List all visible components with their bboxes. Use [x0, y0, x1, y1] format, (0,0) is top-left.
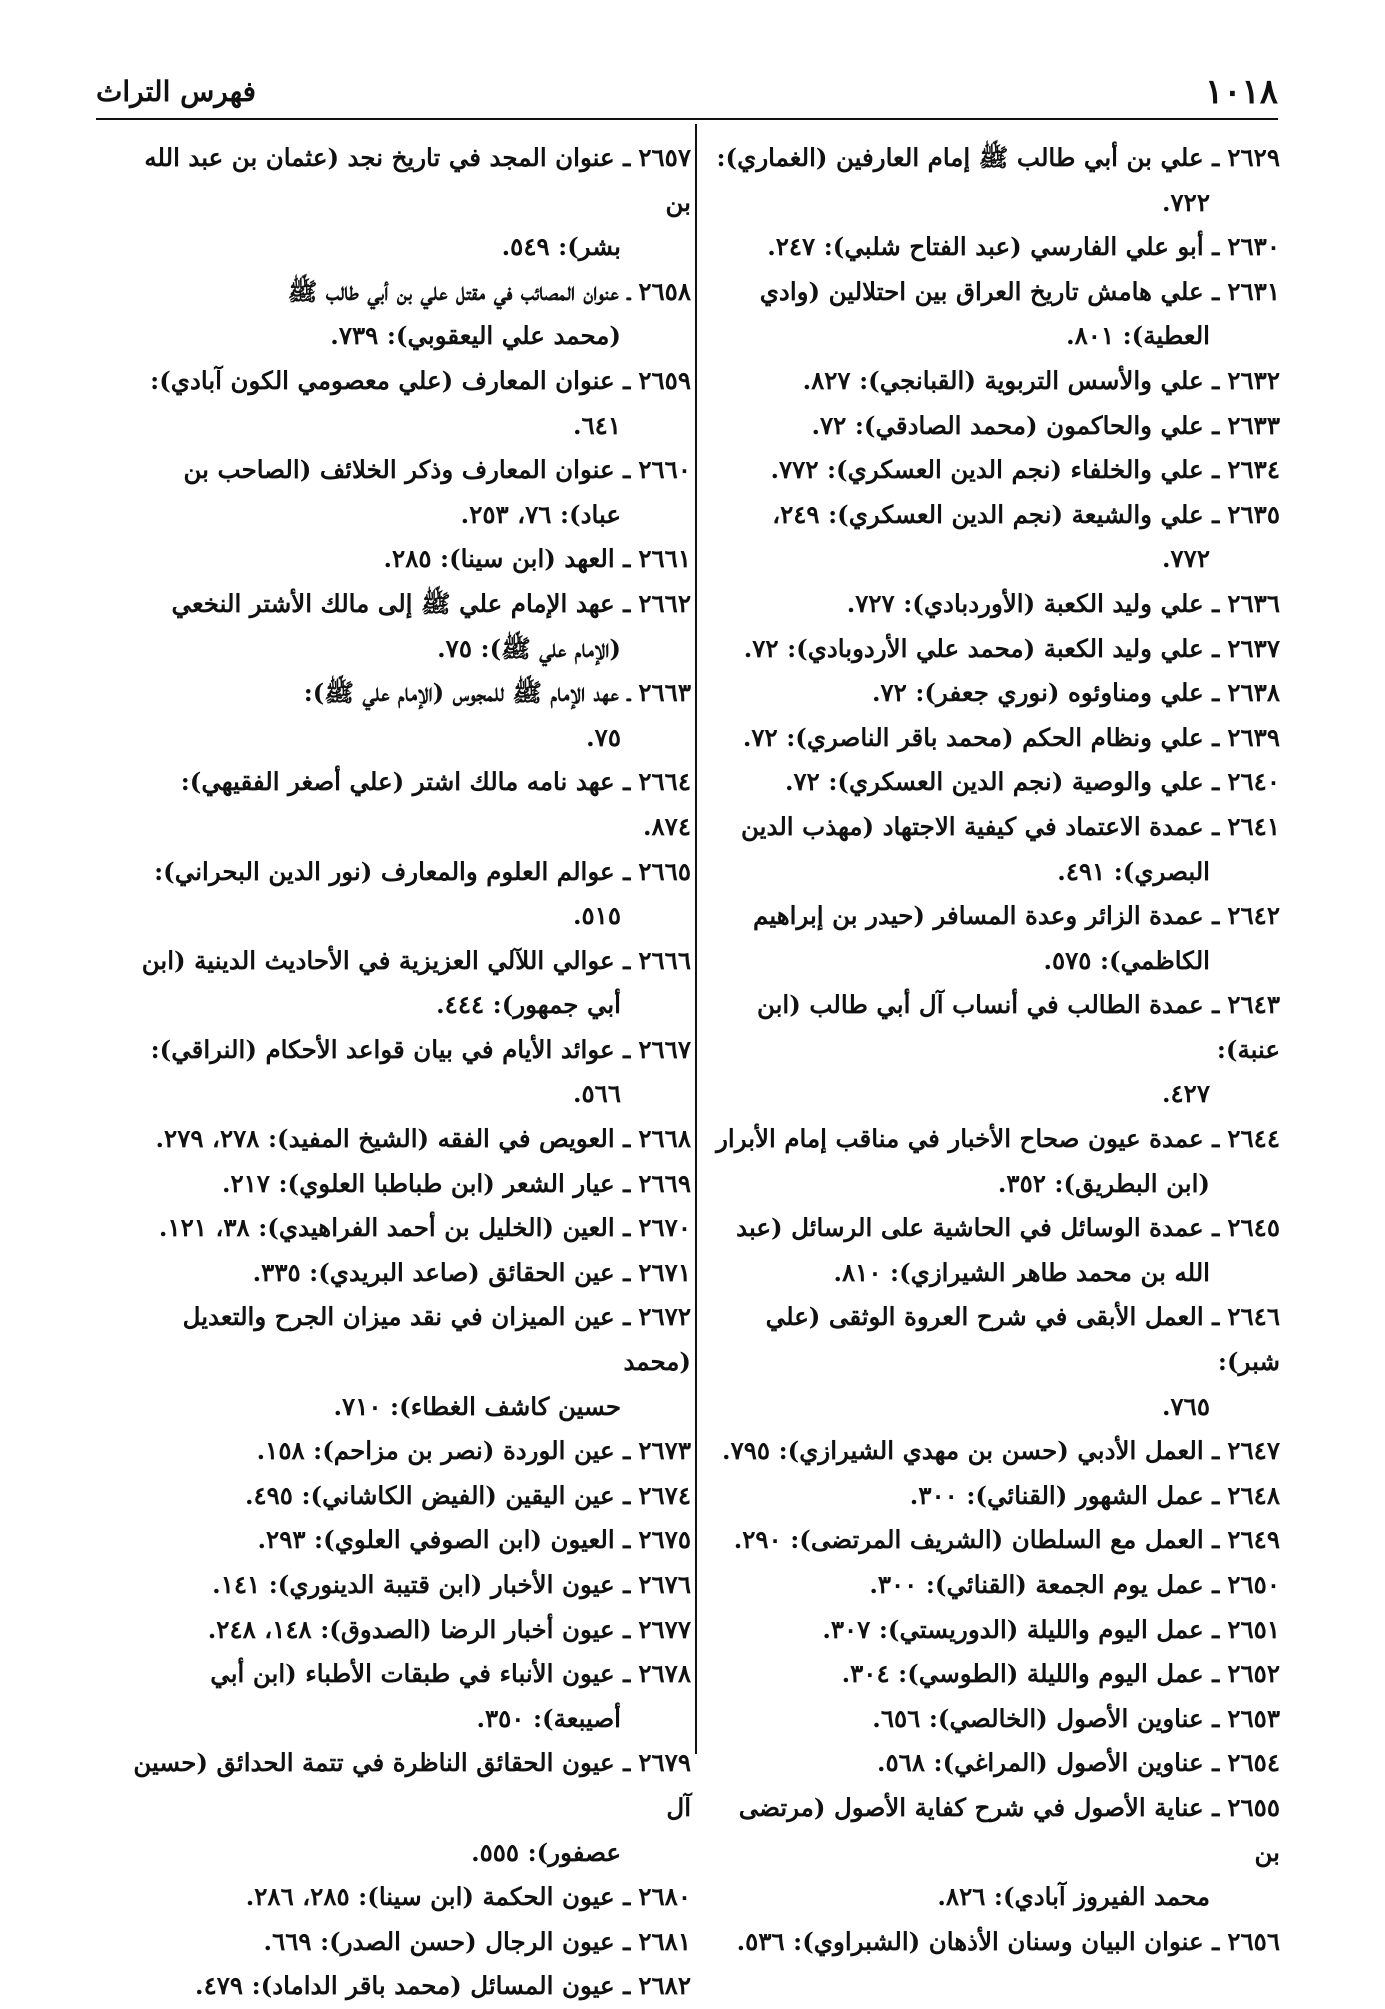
- index-entry: [714, 1429, 1280, 1474]
- entry-title: عيون أخبار الرضا (الصدوق): ١٤٨، ٢٤٨.: [207, 1614, 615, 1644]
- entry-first-line: [125, 1251, 691, 1296]
- index-entry: [714, 1474, 1280, 1519]
- entry-title: عمدة الاعتماد في كيفية الاجتهاد (مهذب الدين: [741, 811, 1204, 841]
- index-entry: [125, 270, 691, 359]
- entry-first-line: [125, 1474, 691, 1519]
- entry-separator: ـ: [614, 1257, 631, 1287]
- entry-number: ٢٦٣٥: [1227, 499, 1280, 529]
- entry-number: ٢٦٥٨: [638, 276, 691, 306]
- entry-first-line: [125, 359, 691, 404]
- index-entry: [714, 760, 1280, 805]
- index-entry: [714, 1920, 1280, 1965]
- index-entry: [125, 760, 691, 849]
- entry-number: ٢٦٦٧: [638, 1034, 691, 1064]
- entry-continuation: ٦٤١.: [572, 410, 621, 440]
- entry-first-line: [714, 716, 1280, 761]
- entry-number: ٢٦٣٢: [1227, 365, 1280, 395]
- entry-continuation: ٧٧٢.: [1161, 544, 1210, 574]
- index-entry: [714, 805, 1280, 894]
- index-entry: [125, 1875, 691, 1920]
- entry-title: علي بن أبي طالب ﷺ إمام العارفين (الغماري):: [716, 143, 1204, 172]
- entry-separator: ـ: [614, 1614, 631, 1644]
- entry-continuation: حسين كاشف الغطاء): ٧١٠.: [333, 1391, 621, 1421]
- entry-title: عمدة الوسائل في الحاشية على الرسائل (عبد: [736, 1213, 1204, 1243]
- entry-number: ٢٦٥٩: [638, 365, 691, 395]
- index-entry: [714, 1563, 1280, 1608]
- entry-separator: ـ: [1203, 1525, 1220, 1555]
- entry-title: عيون الأخبار (ابن قتيبة الدينوري): ١٤١.: [212, 1570, 615, 1599]
- entry-first-line: [125, 270, 691, 315]
- entry-number: ٢٦٥٧: [638, 143, 691, 172]
- entry-first-line: [125, 1652, 691, 1697]
- entry-separator: ـ: [1203, 1480, 1220, 1510]
- entry-number: ٢٦٧٥: [638, 1525, 691, 1555]
- index-entry: [125, 1518, 691, 1563]
- entry-separator: ـ: [1203, 1436, 1220, 1466]
- entry-title: علي والشيعة (نجم الدين العسكري): ٢٤٩،: [772, 499, 1204, 529]
- entry-first-line: [714, 1920, 1280, 1965]
- index-entry: [714, 716, 1280, 761]
- entry-number: ٢٦٦٨: [638, 1124, 691, 1154]
- entry-number: ٢٦٣٦: [1227, 588, 1280, 618]
- entry-separator: ـ: [1203, 767, 1220, 797]
- index-entry: [125, 1474, 691, 1519]
- entry-first-line: [125, 1206, 691, 1251]
- entry-first-line: [125, 850, 691, 895]
- entry-separator: ـ: [614, 1659, 631, 1689]
- entry-title: عين الحقائق (صاعد البريدي): ٣٣٥.: [252, 1257, 615, 1287]
- index-entry: [714, 1295, 1280, 1429]
- entry-title: عيون الحكمة (ابن سينا): ٢٨٥، ٢٨٦.: [245, 1882, 615, 1912]
- index-entry: [714, 493, 1280, 582]
- entry-separator: ـ: [614, 1302, 631, 1332]
- entry-separator: ـ: [614, 1926, 631, 1956]
- entry-title: عنوان المعارف (علي معصومي الكون آبادي):: [150, 365, 615, 395]
- entry-first-line: [125, 448, 691, 493]
- entry-separator: ـ: [1203, 1570, 1220, 1599]
- entry-first-line: [714, 894, 1280, 939]
- entry-separator: ـ: [614, 1436, 631, 1466]
- entry-continuation: العطية): ٨٠١.: [1066, 321, 1210, 351]
- entry-title: عهد نامه مالك اشتر (علي أصغر الفقيهي): ٨٧٤.: [180, 767, 691, 841]
- entry-separator: ـ: [1203, 1792, 1220, 1822]
- entry-number: ٢٦٥٦: [1227, 1926, 1280, 1956]
- entry-separator: ـ: [614, 1124, 631, 1154]
- entry-first-line: [714, 1563, 1280, 1608]
- index-entry: [714, 225, 1280, 270]
- entry-separator: ـ: [614, 588, 631, 618]
- entry-title: علي والأسس التربوية (القبانجي): ٨٢٧.: [802, 365, 1204, 395]
- index-entry: [125, 1295, 691, 1429]
- entry-first-line: [714, 404, 1280, 449]
- entry-title: عوائد الأيام في بيان قواعد الأحكام (النراقي):: [150, 1034, 615, 1064]
- entry-number: ٢٦٥٥: [1227, 1792, 1280, 1822]
- entry-number: ٢٦٥٠: [1227, 1570, 1280, 1599]
- entry-separator: ـ: [1203, 276, 1220, 306]
- entry-title: عوالم العلوم والمعارف (نور الدين البحراني):: [154, 856, 615, 886]
- entry-title: علي ومناوئوه (نوري جعفر): ٧٢.: [871, 678, 1204, 708]
- entry-number: ٢٦٧٩: [638, 1748, 691, 1778]
- entry-separator: ـ: [1203, 455, 1220, 485]
- entry-separator: ـ: [614, 1882, 631, 1912]
- entry-continuation: عباد): ٧٦، ٢٥٣.: [460, 499, 621, 529]
- entry-number: ٢٦٦٠: [638, 455, 691, 485]
- entry-separator: ـ: [1203, 410, 1220, 440]
- entry-number: ٢٦٣١: [1227, 276, 1280, 306]
- entry-first-line: [125, 1964, 691, 2009]
- index-entry: [125, 582, 691, 671]
- entry-separator: ـ: [614, 1971, 631, 2001]
- entry-number: ٢٦٧٤: [638, 1480, 691, 1510]
- index-entry: [714, 627, 1280, 672]
- entry-first-line: [714, 805, 1280, 850]
- entry-title: أبو علي الفارسي (عبد الفتاح شلبي): ٢٤٧.: [767, 232, 1204, 262]
- entry-continuation: بشر): ٥٤٩.: [501, 232, 621, 262]
- entry-number: ٢٦٨٠: [638, 1882, 691, 1912]
- entry-separator: ـ: [1203, 1213, 1220, 1243]
- entry-title: عناوين الأصول (الخالصي): ٦٥٦.: [872, 1703, 1204, 1733]
- entry-continuation: ٤٢٧.: [1161, 1079, 1210, 1109]
- entry-separator: ـ: [1203, 901, 1220, 931]
- index-entry: [125, 1964, 691, 2009]
- entry-title: عناوين الأصول (المراغي): ٥٦٨.: [876, 1748, 1204, 1778]
- entry-separator: ـ: [1203, 678, 1220, 708]
- entry-number: ٢٦٧٧: [638, 1614, 691, 1644]
- entry-separator: ـ: [614, 544, 631, 574]
- entry-separator: ـ: [1203, 633, 1220, 663]
- entry-title: عمل يوم الجمعة (القنائي): ٣٠٠.: [869, 1570, 1204, 1599]
- entry-separator: ـ: [1203, 1302, 1220, 1332]
- index-entry: [125, 1920, 691, 1965]
- entry-number: ٢٦٧٠: [638, 1213, 691, 1243]
- entry-first-line: [714, 136, 1280, 181]
- entry-first-line: [714, 627, 1280, 672]
- entry-separator: ـ: [1203, 990, 1220, 1020]
- entry-continuation: ٧٦٥.: [1161, 1391, 1210, 1421]
- entry-first-line: [125, 1920, 691, 1965]
- entry-first-line: [125, 1518, 691, 1563]
- entry-title: علي ونظام الحكم (محمد باقر الناصري): ٧٢.: [742, 722, 1204, 752]
- entry-separator: ـ: [1203, 811, 1220, 841]
- entry-first-line: [125, 939, 691, 984]
- entry-number: ٢٦٣٩: [1227, 722, 1280, 752]
- index-entry: [125, 136, 691, 270]
- entry-number: ٢٦٤٧: [1227, 1436, 1280, 1466]
- entry-separator: ـ: [614, 455, 631, 485]
- entry-title: علي وليد الكعبة (الأوردبادي): ٧٢٧.: [846, 588, 1204, 618]
- entry-first-line: [714, 448, 1280, 493]
- entry-continuation: محمد الفيروز آبادي): ٨٢٦.: [937, 1882, 1210, 1912]
- index-entry: [714, 671, 1280, 716]
- entry-number: ٢٦٥٣: [1227, 1703, 1280, 1733]
- entry-number: ٢٦٤٣: [1227, 990, 1280, 1020]
- entry-number: ٢٦٨١: [638, 1926, 691, 1956]
- entry-title: علي والخلفاء (نجم الدين العسكري): ٧٧٢.: [770, 455, 1204, 485]
- index-entry: [714, 894, 1280, 983]
- entry-continuation: عصفور): ٥٥٥.: [471, 1837, 621, 1867]
- entry-title: عمدة الزائر وعدة المسافر (حيدر بن إبراهيم: [753, 901, 1204, 931]
- entry-title: عمل اليوم والليلة (الدوريستي): ٣٠٧.: [822, 1614, 1204, 1644]
- index-entry: [714, 1206, 1280, 1295]
- entry-first-line: [714, 983, 1280, 1072]
- entry-title: عنوان المعارف وذكر الخلائف (الصاحب بن: [183, 455, 615, 485]
- entry-number: ٢٦٣٧: [1227, 633, 1280, 663]
- entry-separator: ـ: [614, 1213, 631, 1243]
- index-entry: [125, 1429, 691, 1474]
- entry-number: ٢٦٦٩: [638, 1168, 691, 1198]
- entry-first-line: [714, 1518, 1280, 1563]
- index-entry: [125, 359, 691, 448]
- entry-separator: ـ: [1203, 588, 1220, 618]
- entry-title: علي والحاكمون (محمد الصادقي): ٧٢.: [811, 410, 1204, 440]
- entry-first-line: [125, 760, 691, 849]
- entry-title: عنوان المجد في تاريخ نجد (عثمان بن عبد الله بن: [144, 143, 691, 217]
- entry-title: العمل مع السلطان (الشريف المرتضى): ٢٩٠.: [733, 1525, 1204, 1555]
- index-entry: [125, 1206, 691, 1251]
- entry-number: ٢٦٤٤: [1227, 1124, 1280, 1154]
- entry-number: ٢٦٣٤: [1227, 455, 1280, 485]
- index-column-left: [125, 136, 691, 2009]
- entry-separator: ـ: [614, 1480, 631, 1510]
- entry-title: عمدة الطالب في أنساب آل أبي طالب (ابن عنبة):: [756, 990, 1280, 1064]
- entry-separator: ـ: [1203, 143, 1220, 172]
- entry-separator: ـ: [1203, 1748, 1220, 1778]
- index-entry: [714, 359, 1280, 404]
- entry-first-line: [714, 225, 1280, 270]
- entry-first-line: [125, 1741, 691, 1830]
- entry-number: ٢٦٣٨: [1227, 678, 1280, 708]
- entry-title: علي والوصية (نجم الدين العسكري): ٧٢.: [784, 767, 1204, 797]
- entry-number: ٢٦٢٩: [1227, 143, 1280, 172]
- entry-separator: ـ: [1203, 1659, 1220, 1689]
- entry-number: ٢٦٤٦: [1227, 1302, 1280, 1332]
- entry-first-line: [714, 1206, 1280, 1251]
- entry-number: ٢٦٣٠: [1227, 232, 1280, 262]
- entry-continuation: ٥٦٦.: [572, 1079, 621, 1109]
- entry-first-line: [714, 582, 1280, 627]
- entry-title: علي هامش تاريخ العراق بين احتلالين (وادي: [759, 276, 1204, 306]
- entry-continuation: (محمد علي اليعقوبي): ٧٣٩.: [330, 321, 621, 351]
- index-entry: [714, 1117, 1280, 1206]
- entry-number: ٢٦٦١: [638, 544, 691, 574]
- entry-first-line: [714, 1474, 1280, 1519]
- entry-title: عنوان المصائب في مقتل علي بن أبي طالب ﷺ: [287, 276, 619, 306]
- index-entry: [714, 448, 1280, 493]
- entry-number: ٢٦٤٢: [1227, 901, 1280, 931]
- entry-separator: ـ: [614, 856, 631, 886]
- entry-title: عيون المسائل (محمد باقر الداماد): ٤٧٩.: [195, 1971, 615, 2001]
- entry-continuation: ٥١٥.: [572, 901, 621, 931]
- entry-title: عيون الحقائق الناظرة في تتمة الحدائق (حسين آل: [133, 1748, 691, 1822]
- index-entry: [125, 671, 691, 760]
- entry-first-line: [125, 671, 691, 716]
- index-entry: [125, 537, 691, 582]
- entry-first-line: [125, 1429, 691, 1474]
- entry-title: عهد الإمام ﷺ للمجوس (الإمام علي ﷺ):: [303, 678, 619, 708]
- entry-first-line: [714, 1652, 1280, 1697]
- entry-first-line: [125, 136, 691, 225]
- entry-number: ٢٦٧٨: [638, 1659, 691, 1689]
- entry-separator: ـ: [614, 1570, 631, 1599]
- index-entry: [125, 1162, 691, 1207]
- entry-title: عيون الأنباء في طبقات الأطباء (ابن أبي: [210, 1659, 615, 1689]
- entry-separator: ـ: [614, 1748, 631, 1778]
- entry-title: عمل الشهور (القنائي): ٣٠٠.: [909, 1480, 1204, 1510]
- index-entry: [714, 136, 1280, 225]
- entry-title: عين اليقين (الفيض الكاشاني): ٤٩٥.: [244, 1480, 615, 1510]
- column-divider: [695, 124, 697, 1754]
- index-entry: [125, 1741, 691, 1875]
- entry-continuation: أصيبعة): ٣٥٠.: [476, 1703, 621, 1733]
- entry-first-line: [714, 493, 1280, 538]
- entry-first-line: [125, 1295, 691, 1384]
- entry-first-line: [125, 1162, 691, 1207]
- entry-number: ٢٦٥١: [1227, 1614, 1280, 1644]
- entry-number: ٢٦٦٦: [638, 945, 691, 975]
- entry-first-line: [125, 1028, 691, 1073]
- entry-continuation: (ابن البطريق): ٣٥٢.: [997, 1168, 1210, 1198]
- entry-separator: ـ: [614, 1168, 631, 1198]
- entry-separator: ـ: [614, 945, 631, 975]
- entry-first-line: [714, 760, 1280, 805]
- entry-separator: ـ: [614, 1525, 631, 1555]
- index-entry: [125, 1563, 691, 1608]
- entry-separator: ـ: [1203, 722, 1220, 752]
- entry-title: العهد (ابن سينا): ٢٨٥.: [383, 544, 615, 574]
- entry-title: عين الميزان في نقد ميزان الجرح والتعديل (محمد: [182, 1302, 691, 1377]
- entry-first-line: [125, 1117, 691, 1162]
- index-entry: [125, 1117, 691, 1162]
- entry-first-line: [125, 537, 691, 582]
- index-entry: [714, 270, 1280, 359]
- entry-number: ٢٦٧٢: [638, 1302, 691, 1332]
- entry-separator: ـ: [614, 1034, 631, 1064]
- entry-number: ٢٦٥٤: [1227, 1748, 1280, 1778]
- entry-title: العويص في الفقه (الشيخ المفيد): ٢٧٨، ٢٧٩.: [155, 1124, 615, 1154]
- entry-first-line: [714, 1741, 1280, 1786]
- entry-continuation: ٧٥.: [586, 722, 621, 752]
- entry-title: العيون (ابن الصوفي العلوي): ٢٩٣.: [257, 1525, 615, 1555]
- entry-separator: ـ: [1203, 1703, 1220, 1733]
- entry-first-line: [125, 582, 691, 627]
- index-entry: [714, 582, 1280, 627]
- entry-title: عيار الشعر (ابن طباطبا العلوي): ٢١٧.: [221, 1168, 615, 1198]
- entry-number: ٢٦٦٢: [638, 588, 691, 618]
- entry-title: عهد الإمام علي ﷺ إلى مالك الأشتر النخعي: [171, 588, 615, 618]
- entry-number: ٢٦٨٢: [638, 1971, 691, 2001]
- entry-separator: ـ: [1203, 1614, 1220, 1644]
- index-entry: [125, 1028, 691, 1117]
- index-entry: [714, 1652, 1280, 1697]
- entry-continuation: ٧٢٢.: [1161, 187, 1210, 217]
- index-entry: [125, 1608, 691, 1653]
- entry-number: ٢٦٦٣: [638, 678, 691, 708]
- entry-separator: ـ: [614, 365, 631, 395]
- entry-number: ٢٦٧٣: [638, 1436, 691, 1466]
- entry-title: العمل الأدبي (حسن بن مهدي الشيرازي): ٧٩٥.: [722, 1436, 1204, 1466]
- entry-first-line: [714, 1295, 1280, 1384]
- index-entry: [714, 1786, 1280, 1920]
- entry-separator: ـ: [1203, 1124, 1220, 1154]
- entry-number: ٢٦٤٠: [1227, 767, 1280, 797]
- entry-title: عمدة عيون صحاح الأخبار في مناقب إمام الأبرار: [716, 1124, 1204, 1154]
- entry-number: ٢٦٦٤: [638, 767, 691, 797]
- entry-title: عيون الرجال (حسن الصدر): ٦٦٩.: [263, 1926, 615, 1956]
- entry-title: العين (الخليل بن أحمد الفراهيدي): ٣٨، ١٢١.: [158, 1213, 615, 1243]
- entry-separator: ـ: [618, 276, 631, 306]
- index-entry: [714, 1518, 1280, 1563]
- index-entry: [125, 448, 691, 537]
- entry-title: العمل الأبقى في شرح العروة الوثقى (علي شبر):: [765, 1302, 1280, 1377]
- entry-number: ٢٦٤٩: [1227, 1525, 1280, 1555]
- entry-first-line: [714, 671, 1280, 716]
- entry-continuation: الكاظمي): ٥٧٥.: [1043, 945, 1210, 975]
- entry-first-line: [714, 270, 1280, 315]
- entry-first-line: [714, 1786, 1280, 1875]
- index-entry: [714, 1741, 1280, 1786]
- index-entry: [125, 939, 691, 1028]
- index-entry: [125, 850, 691, 939]
- entry-separator: ـ: [1203, 365, 1220, 395]
- entry-number: ٢٦٧٦: [638, 1570, 691, 1599]
- entry-title: عنوان البيان وسنان الأذهان (الشبراوي): ٥٣٦.: [736, 1926, 1204, 1956]
- index-entry: [714, 404, 1280, 449]
- entry-number: ٢٦٧١: [638, 1257, 691, 1287]
- index-entry: [714, 1697, 1280, 1742]
- entry-separator: ـ: [1203, 499, 1220, 529]
- entry-first-line: [125, 1875, 691, 1920]
- index-entry: [714, 1608, 1280, 1653]
- entry-continuation: الله بن محمد طاهر الشيرازي): ٨١٠.: [833, 1257, 1210, 1287]
- entry-title: عين الوردة (نصر بن مزاحم): ١٥٨.: [256, 1436, 615, 1466]
- entry-first-line: [714, 1608, 1280, 1653]
- entry-first-line: [125, 1608, 691, 1653]
- entry-first-line: [125, 1563, 691, 1608]
- entry-first-line: [714, 1429, 1280, 1474]
- entry-number: ٢٦٣٣: [1227, 410, 1280, 440]
- entry-separator: ـ: [1203, 1926, 1220, 1956]
- entry-continuation: (الإمام علي ﷺ): ٧٥.: [437, 633, 621, 663]
- entry-separator: ـ: [614, 143, 631, 172]
- entry-title: عمل اليوم والليلة (الطوسي): ٣٠٤.: [841, 1659, 1204, 1689]
- entry-number: ٢٦٤٥: [1227, 1213, 1280, 1243]
- entry-separator: ـ: [1203, 232, 1220, 262]
- page-header: [96, 68, 1278, 120]
- entry-title: علي وليد الكعبة (محمد علي الأردوبادي): ٧٢.: [743, 633, 1204, 663]
- entry-first-line: [714, 359, 1280, 404]
- entry-first-line: [714, 1117, 1280, 1162]
- entry-continuation: أبي جمهور): ٤٤٤.: [436, 990, 621, 1020]
- entry-number: ٢٦٥٢: [1227, 1659, 1280, 1689]
- index-entry: [714, 983, 1280, 1117]
- index-entry: [125, 1652, 691, 1741]
- entry-number: ٢٦٦٥: [638, 856, 691, 886]
- entry-separator: ـ: [618, 678, 631, 708]
- index-column-right: [714, 136, 1280, 1964]
- entry-number: ٢٦٤٨: [1227, 1480, 1280, 1510]
- index-entry: [125, 1251, 691, 1296]
- entry-title: عوالي اللآلي العزيزية في الأحاديث الدينية (ابن: [141, 945, 615, 975]
- entry-continuation: البصري): ٤٩١.: [1057, 856, 1210, 886]
- entry-title: عناية الأصول في شرح كفاية الأصول (مرتضى بن: [738, 1792, 1280, 1867]
- entry-separator: ـ: [614, 767, 631, 797]
- running-title: فهرس التراث: [96, 75, 257, 108]
- page-number: ١٠١٨: [1204, 72, 1278, 112]
- entry-number: ٢٦٤١: [1227, 811, 1280, 841]
- entry-first-line: [714, 1697, 1280, 1742]
